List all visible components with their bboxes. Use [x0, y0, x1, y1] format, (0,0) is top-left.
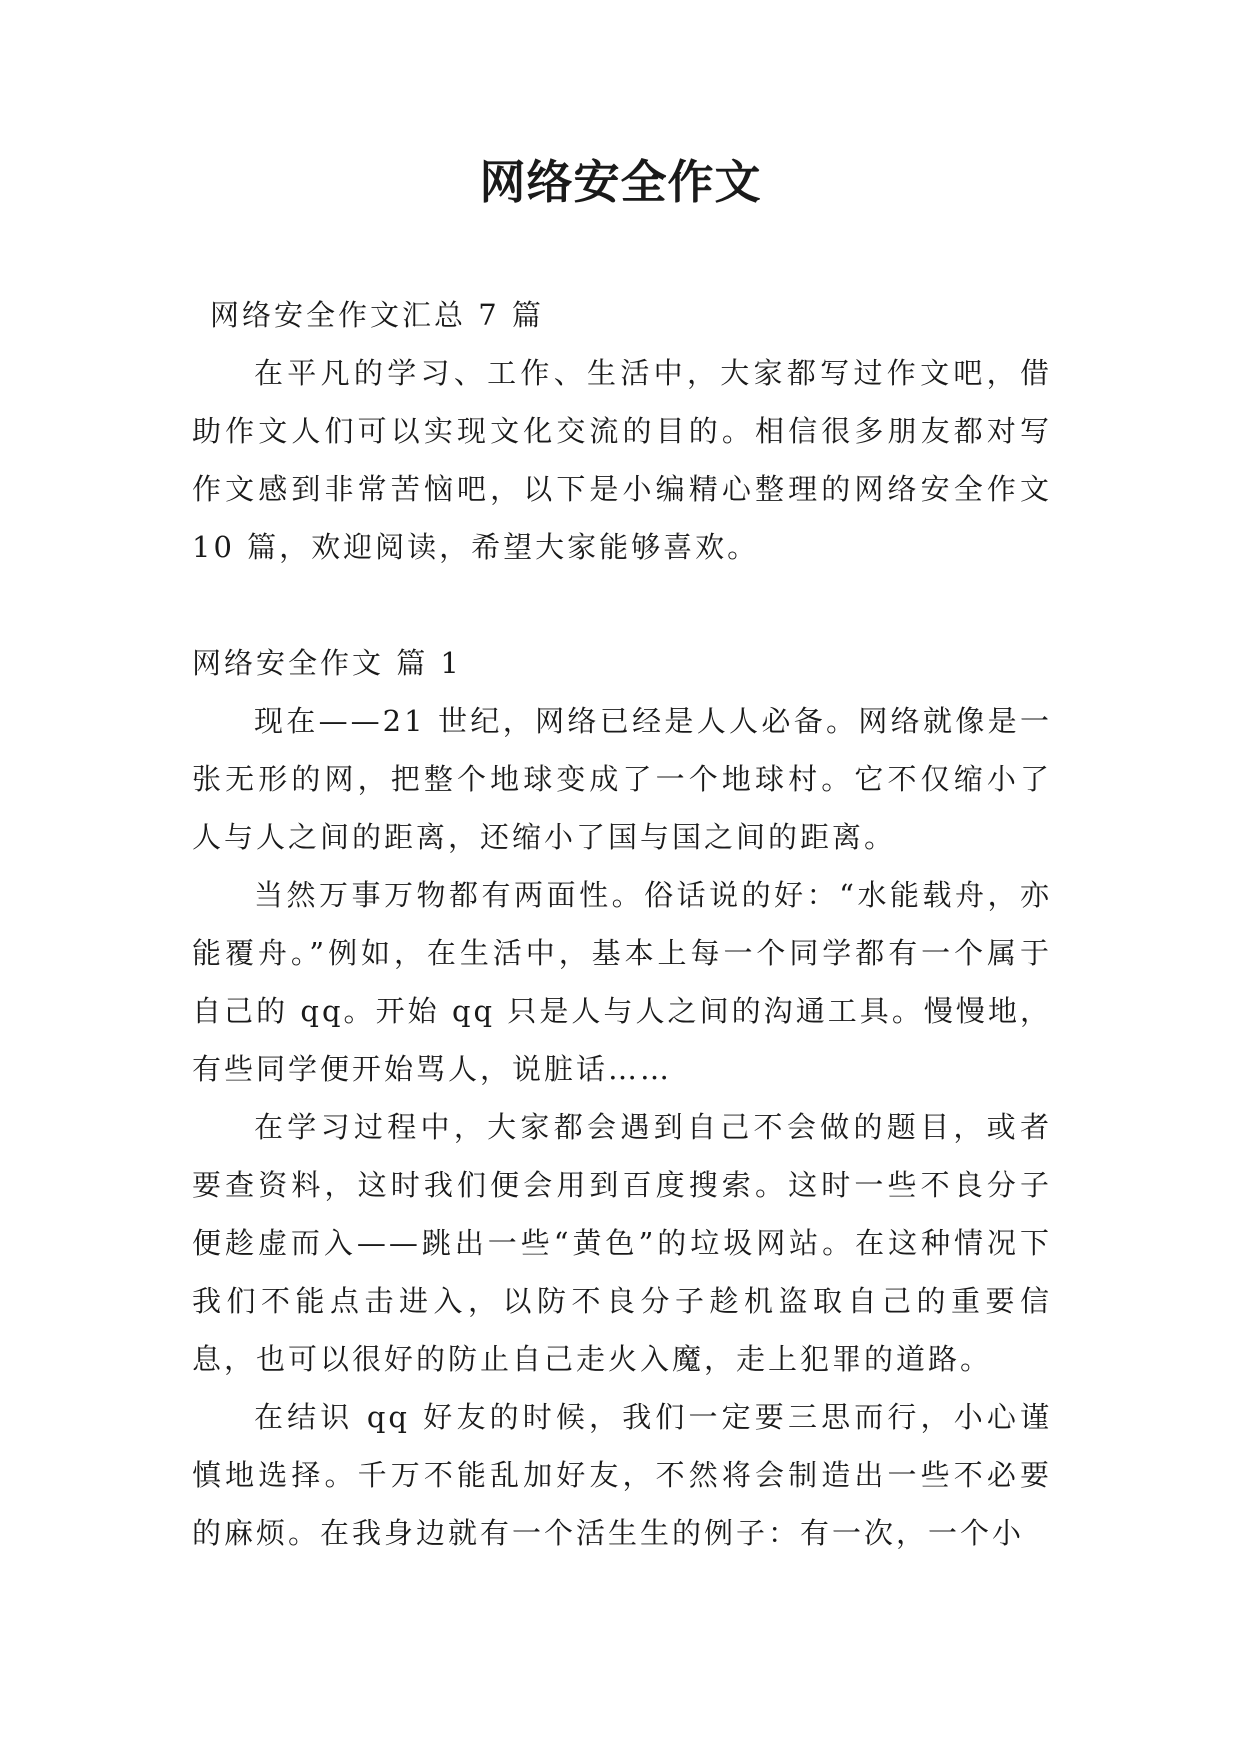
section-heading: 网络安全作文 篇 1 [192, 646, 462, 680]
document-title: 网络安全作文 [479, 155, 762, 209]
body-paragraph: 在学习过程中，大家都会遇到自己不会做的题目，或者要查资料，这时我们便会用到百度搜索。这时一些不良分子便趁虚而入——跳出一些“黄色”的垃圾网站。在这种情况下我们不能点击进入，以防不良分子趁机盗取自己的重要信息，也可以很好的防止自己走火入魔，走上犯罪的道路。 [192, 1110, 1052, 1376]
body-paragraph: 在结识 qq 好友的时候，我们一定要三思而行，小心谨慎地选择。千万不能乱加好友，不然将会制造出一些不必要的麻烦。在我身边就有一个活生生的例子：有一次，一个小 [192, 1400, 1052, 1550]
section-spacer [192, 576, 1052, 634]
document-body [192, 286, 1052, 1562]
body-paragraph: 当然万事万物都有两面性。俗话说的好：“水能载舟，亦能覆舟。”例如，在生活中，基本上每一个同学都有一个属于自己的 qq。开始 qq 只是人与人之间的沟通工具。慢慢地，有些同学便开始骂人，说脏话…… [192, 878, 1052, 1086]
collection-subtitle: 网络安全作文汇总 7 篇 [210, 298, 544, 332]
intro-paragraph: 在平凡的学习、工作、生活中，大家都写过作文吧，借助作文人们可以实现文化交流的目的。相信很多朋友都对写作文感到非常苦恼吧，以下是小编精心整理的网络安全作文 10 篇，欢迎阅读，希望大家能够喜欢。 [192, 356, 1052, 564]
body-paragraph: 现在——21 世纪，网络已经是人人必备。网络就像是一张无形的网，把整个地球变成了一个地球村。它不仅缩小了人与人之间的距离，还缩小了国与国之间的距离。 [192, 704, 1052, 854]
